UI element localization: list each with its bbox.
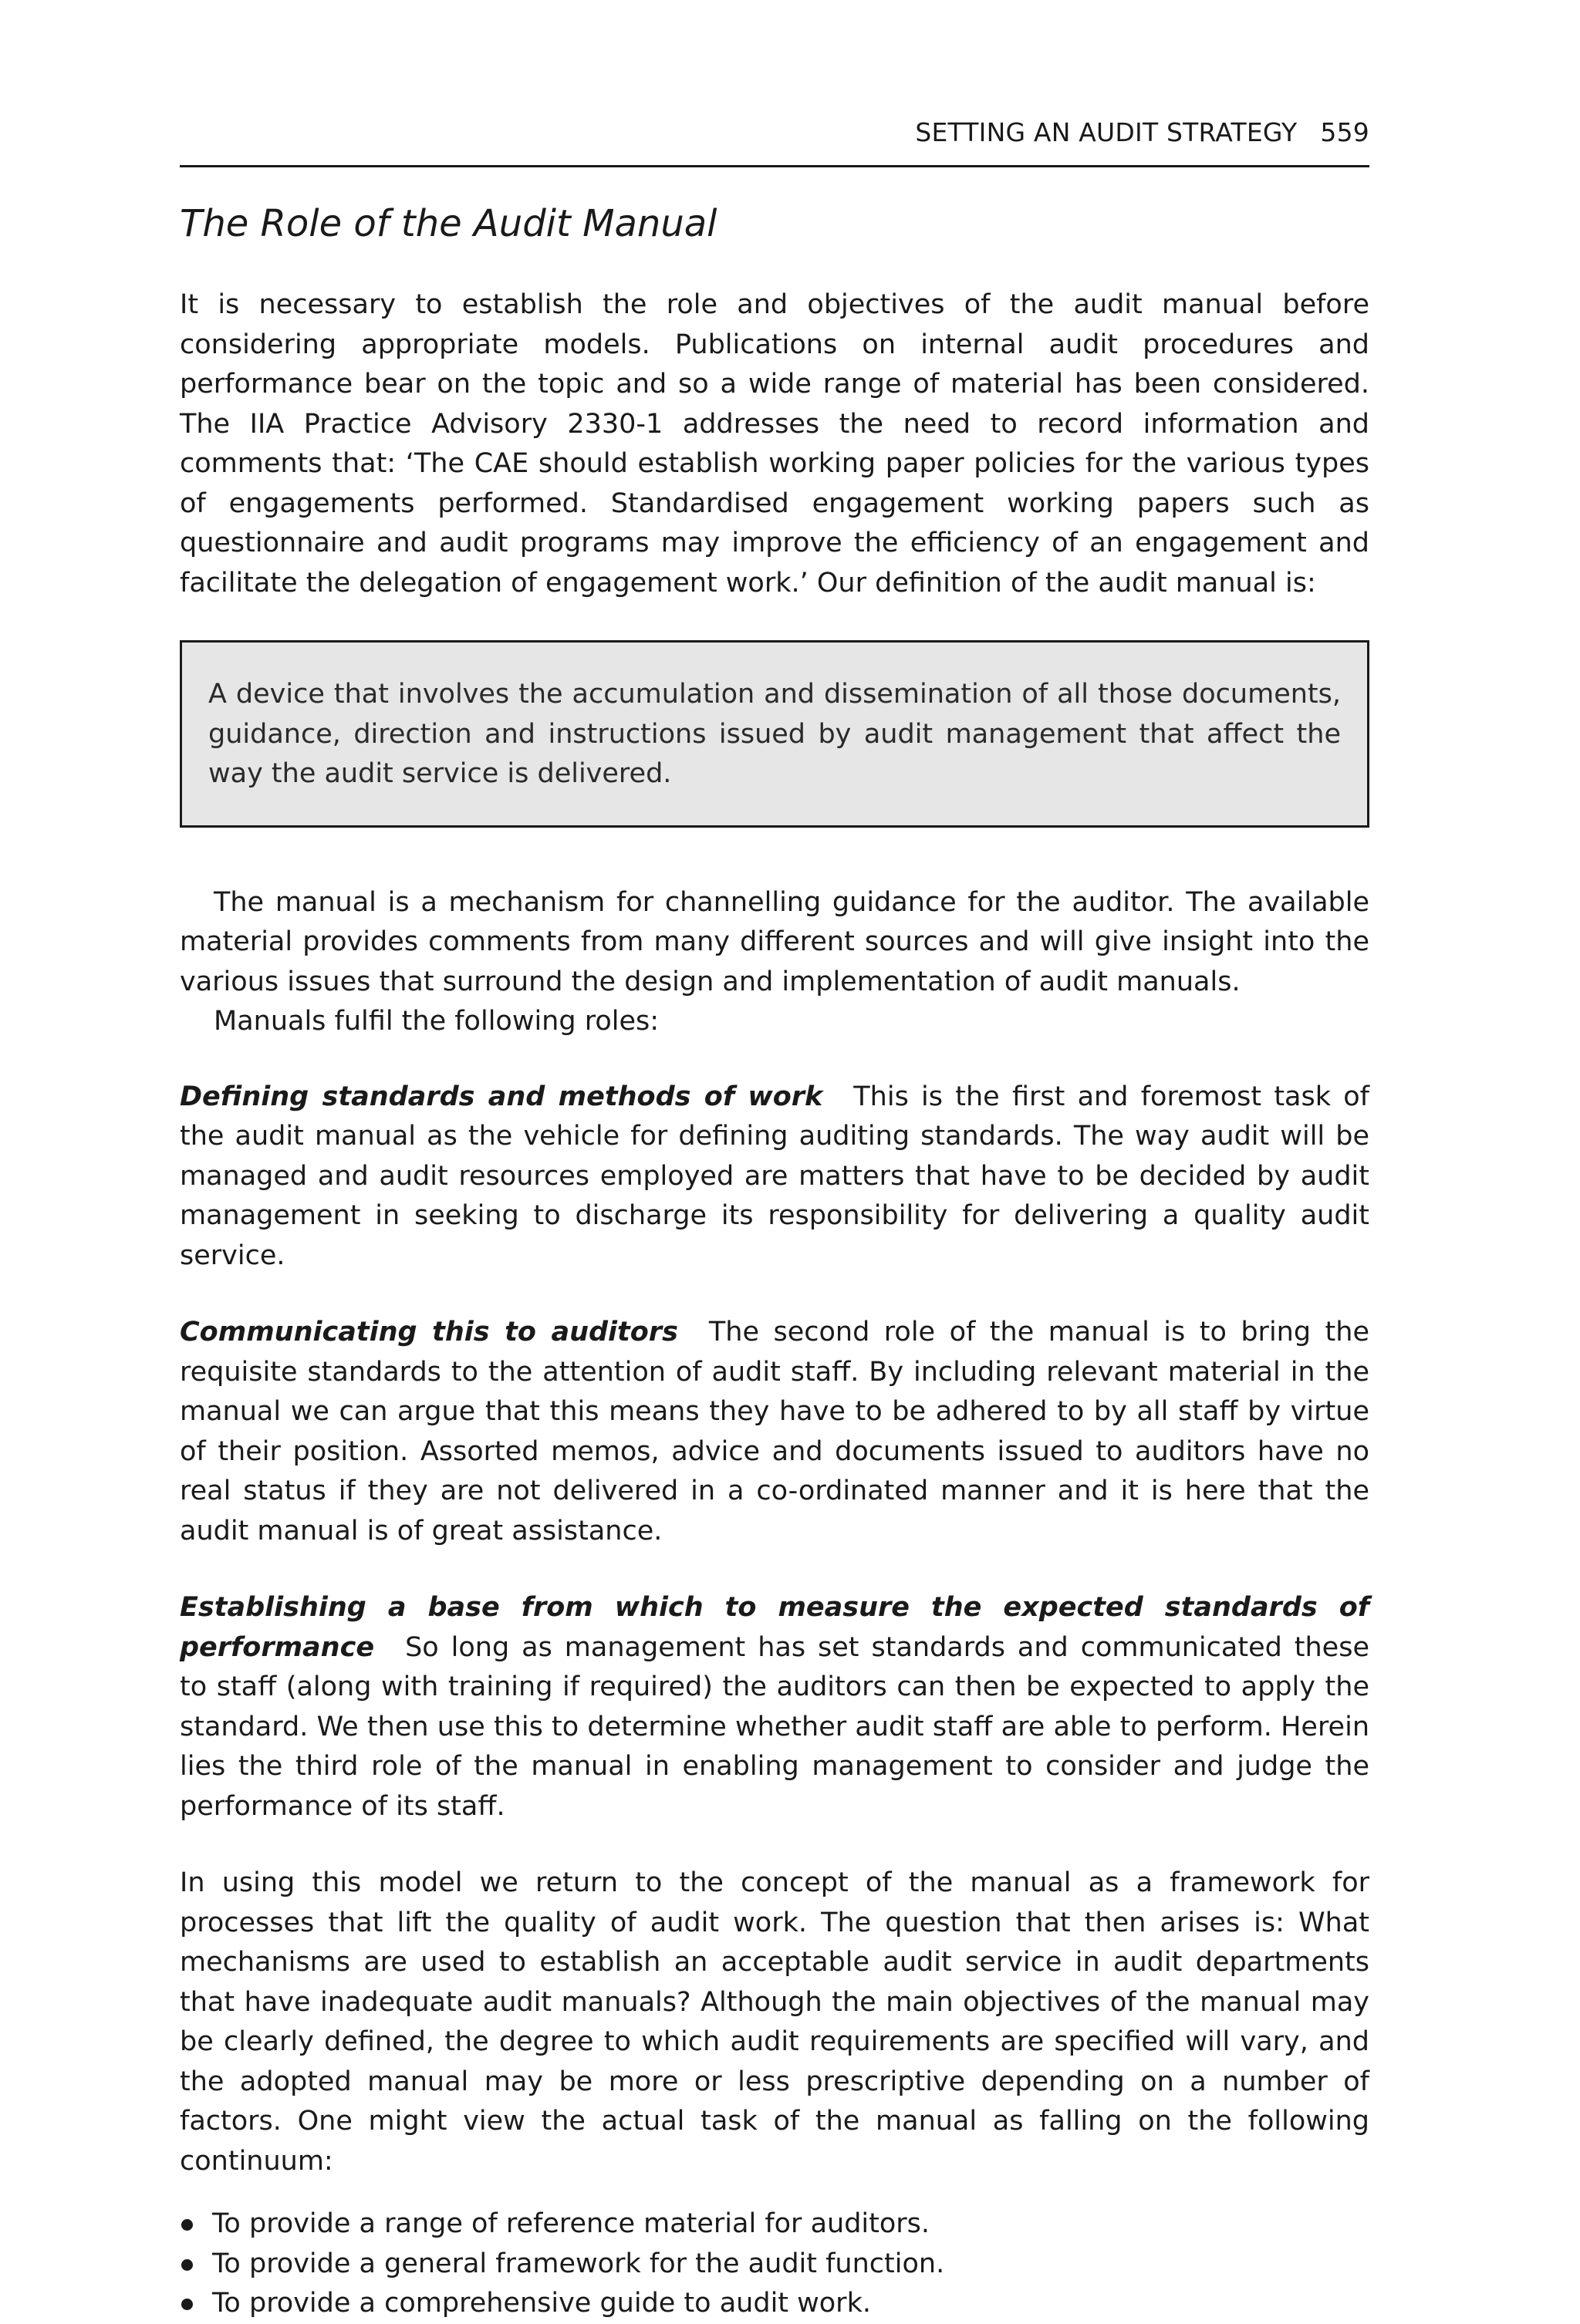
bullet-text: To provide a range of reference material for auditors. xyxy=(212,2208,930,2239)
header-rule xyxy=(180,165,1369,167)
body-text xyxy=(180,285,1369,2324)
role-text: So long as management has set standards and communicated these to staff (along with training if required) the auditors can then be expected to apply the standard. We then use this to determine whether audit staff are able to perform. Herein lies the third role of the manual in enabling management to consider and judge the performance of its staff. xyxy=(180,1631,1369,1822)
bullet-icon xyxy=(181,2259,193,2271)
role-paragraph xyxy=(180,1313,1369,1551)
bullet-icon xyxy=(181,2299,193,2310)
role-title: Defining standards and methods of work xyxy=(180,1081,823,1112)
role-paragraph xyxy=(180,1078,1369,1277)
intro-paragraph: It is necessary to establish the role and objectives of the audit manual before considering appropriate models. Publications on internal audit procedures and performance bear on the topic and so a wide range of material has been considered. The IIA Practice Advisory 2330-1 addresses the need to record information and comments that: ‘The CAE should establish working paper policies for the various types of engagements performed. Standardised engagement working papers such as questionnaire and audit programs may improve the efficiency of an engagement and facilitate the delegation of engagement work.’ Our definition of the audit manual is: xyxy=(180,289,1369,599)
role-paragraph xyxy=(180,1588,1369,1826)
role-title: Establishing a base from which to measure the expected standards of performance xyxy=(180,1592,1369,1663)
definition-text: A device that involves the accumulation and dissemination of all those documents, guidance, direction and instructions issued by audit management that affect the way the audit service is delivered. xyxy=(208,679,1341,789)
list-item xyxy=(180,2245,1369,2285)
running-header xyxy=(915,117,1369,147)
section-title: The Role of the Audit Manual xyxy=(180,202,717,245)
running-title: SETTING AN AUDIT STRATEGY xyxy=(915,117,1298,147)
list-item xyxy=(180,2284,1369,2324)
role-title: Communicating this to auditors xyxy=(180,1317,678,1348)
list-item xyxy=(180,2204,1369,2245)
continuum-paragraph: In using this model we return to the concept of the manual as a framework for processes that lift the quality of audit work. The question that then arises is: What mechanisms are used to establish an acceptable audit service in audit departments that have inadequate audit manuals? Although the main objectives of the manual may be clearly defined, the degree to which audit requirements are specified will vary, and the adopted manual may be more or less prescriptive depending on a number of factors. One might view the actual task of the manual as falling on the following continuum: xyxy=(180,1867,1369,2177)
role-text: This is the first and foremost task of the audit manual as the vehicle for defining auditing standards. The way audit will be managed and audit resources employed are matters that have to be decided by audit management in seeking to discharge its responsibility for delivering a quality audit service. xyxy=(180,1081,1369,1271)
definition-box xyxy=(180,640,1369,828)
mechanism-paragraph: The manual is a mechanism for channelling guidance for the auditor. The available material provides comments from many different sources and will give insight into the various issues that surround the design and implementation of audit manuals. xyxy=(180,886,1369,997)
bullet-text: To provide a general framework for the audit function. xyxy=(212,2248,945,2279)
bullet-list xyxy=(180,2204,1369,2324)
bullet-icon xyxy=(181,2219,193,2231)
bullet-text: To provide a comprehensive guide to audit work. xyxy=(212,2288,871,2319)
roles-intro: Manuals fulfil the following roles: xyxy=(214,1006,660,1037)
role-text: The second role of the manual is to bring the requisite standards to the attention of audit staff. By including relevant material in the manual we can argue that this means they have to be adhered to by all staff by virtue of their position. Assorted memos, advice and documents issued to auditors have no real status if they are not delivered in a co-ordinated manner and it is here that the audit manual is of great assistance. xyxy=(180,1317,1369,1547)
page-number: 559 xyxy=(1320,117,1369,147)
